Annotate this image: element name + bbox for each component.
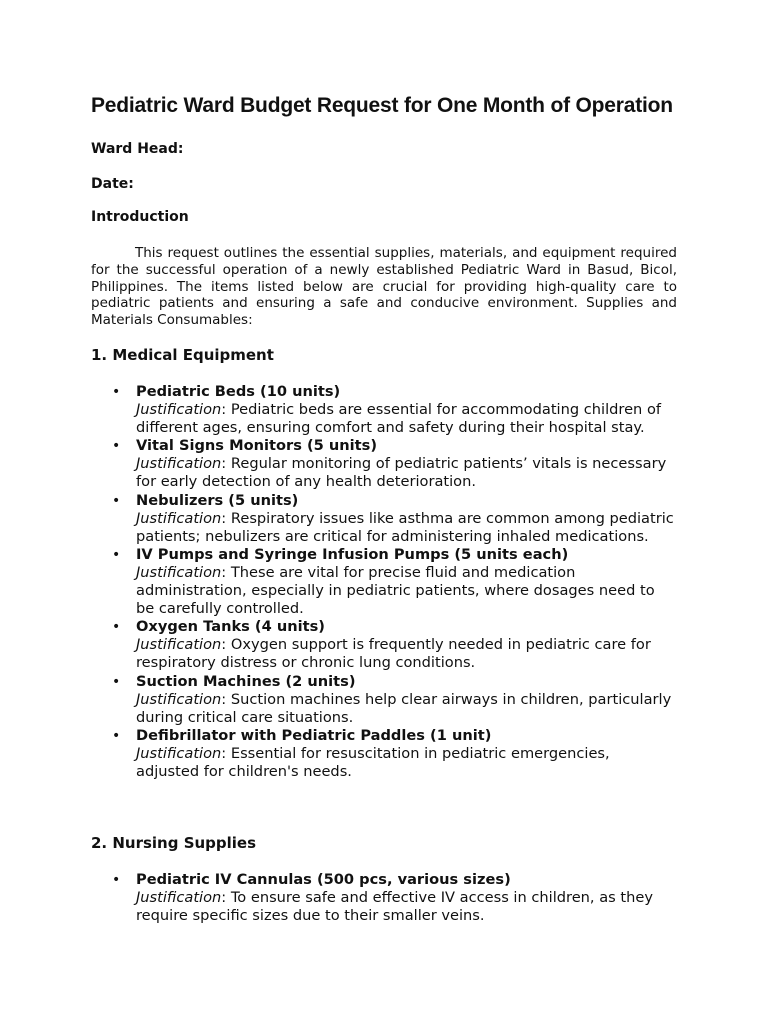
justification-text: : Pediatric beds are essential for accommodating children of different ages, ensuring comfort and safety during their hospital stay. (136, 401, 662, 437)
introduction-paragraph: This request outlines the essential supplies, materials, and equipment required for the successful operation of a newly established Pediatric Ward in Basud, Bicol, Philippines. The items listed below are crucial for providing high-quality care to pediatric patients and ensuring a safe and conducive environment. Supplies and Materials Consumables: (91, 245, 677, 329)
item-title: Vital Signs Monitors (5 units) (136, 437, 377, 455)
justification-text: : To ensure safe and effective IV access in children, as they require specific sizes due to their smaller veins. (136, 889, 653, 925)
bullet-icon: • (112, 727, 121, 744)
item-title: Defibrillator with Pediatric Paddles (1 unit) (136, 726, 492, 744)
list-item (91, 871, 677, 925)
date-label: Date: (91, 176, 134, 192)
item-justification (136, 691, 677, 727)
section-heading-medical-equipment: 1. Medical Equipment (91, 346, 274, 364)
justification-text: : Suction machines help clear airways in children, particularly during critical care situations. (136, 690, 672, 726)
bullet-icon: • (112, 673, 121, 690)
document-page (91, 0, 677, 1024)
list-item (91, 437, 677, 491)
justification-label: Justification (136, 563, 222, 581)
justification-label: Justification (136, 889, 222, 907)
bullet-icon: • (112, 872, 121, 888)
justification-label: Justification (136, 401, 222, 419)
item-title: Pediatric Beds (10 units) (136, 383, 341, 400)
item-justification (136, 564, 677, 618)
item-justification (136, 889, 677, 925)
list-item (91, 383, 677, 437)
justification-text: : Oxygen support is frequently needed in pediatric care for respiratory distress or chronic lung conditions. (136, 636, 651, 672)
item-title: Oxygen Tanks (4 units) (136, 618, 325, 636)
bullet-icon: • (112, 492, 121, 509)
justification-text: : Essential for resuscitation in pediatric emergencies, adjusted for children's needs. (136, 744, 610, 780)
item-title: IV Pumps and Syringe Infusion Pumps (5 units each) (136, 545, 569, 563)
justification-text: : Regular monitoring of pediatric patients’ vitals is necessary for early detection of any health deterioration. (136, 455, 667, 491)
item-justification (136, 401, 677, 437)
list-item (91, 618, 677, 672)
document-title: Pediatric Ward Budget Request for One Month of Operation (91, 94, 673, 117)
bullet-icon: • (112, 619, 121, 636)
justification-label: Justification (136, 509, 222, 527)
justification-label: Justification (136, 690, 222, 708)
nursing-supplies-list (91, 871, 677, 925)
item-justification (136, 510, 677, 546)
item-title: Pediatric IV Cannulas (500 pcs, various sizes) (136, 871, 511, 888)
justification-text: : Respiratory issues like asthma are common among pediatric patients; nebulizers are critical for administering inhaled medications. (136, 509, 674, 545)
item-title: Nebulizers (5 units) (136, 491, 299, 509)
list-item (91, 492, 677, 546)
justification-text: : These are vital for precise fluid and medication administration, especially in pediatric patients, where dosages need to be carefully controlled. (136, 563, 655, 618)
item-justification (136, 745, 677, 781)
bullet-icon: • (112, 438, 121, 455)
list-item (91, 727, 677, 781)
section-heading-nursing-supplies: 2. Nursing Supplies (91, 834, 257, 852)
introduction-heading: Introduction (91, 209, 189, 225)
justification-label: Justification (136, 455, 222, 473)
item-justification (136, 636, 677, 672)
justification-label: Justification (136, 636, 222, 654)
bullet-icon: • (112, 546, 121, 563)
list-item (91, 673, 677, 727)
medical-equipment-list (91, 383, 677, 781)
item-title: Suction Machines (2 units) (136, 672, 356, 690)
justification-label: Justification (136, 744, 222, 762)
list-item (91, 546, 677, 618)
ward-head-label: Ward Head: (91, 141, 184, 157)
bullet-icon: • (112, 384, 121, 400)
item-justification (136, 455, 677, 491)
